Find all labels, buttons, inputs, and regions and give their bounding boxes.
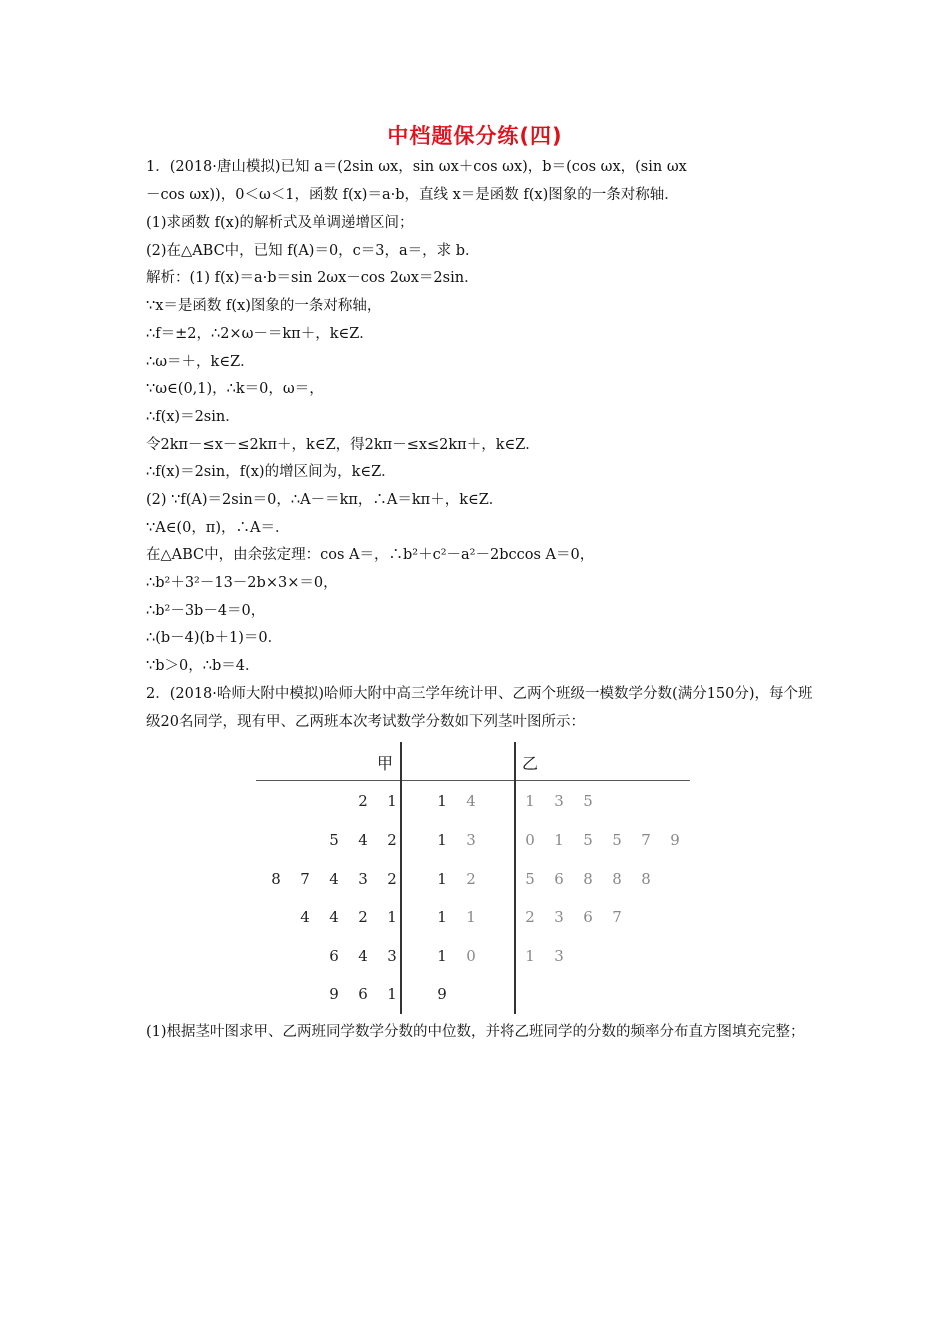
stem-digit: 2 xyxy=(466,870,476,888)
right-leaf: 5 xyxy=(583,792,593,810)
stem-digit: 1 xyxy=(437,947,447,965)
right-leaf: 8 xyxy=(641,870,651,888)
left-leaf: 6 xyxy=(358,985,368,1003)
left-leaf: 2 xyxy=(358,792,368,810)
right-leaf: 7 xyxy=(641,831,651,849)
right-leaf: 3 xyxy=(554,908,564,926)
right-leaf: 8 xyxy=(583,870,593,888)
problem-1-line: ∴f(x)＝2sin，f(x)的增区间为，k∈Z． xyxy=(146,464,396,480)
right-leaf: 5 xyxy=(525,870,535,888)
problem-1-line: 令2kπ－≤x－≤2kπ＋，k∈Z，得2kπ－≤x≤2kπ＋，k∈Z． xyxy=(146,437,540,453)
problem-1-line: －cos ωx))，0＜ω＜1，函数 f(x)＝a·b，直线 x＝是函数 f(x)图象的一条对称轴． xyxy=(146,187,679,203)
header-divider xyxy=(256,780,690,781)
right-leaf: 6 xyxy=(554,870,564,888)
problem-1-line: ∴(b－4)(b＋1)＝0． xyxy=(146,630,283,646)
left-leaf: 2 xyxy=(387,831,397,849)
stem-digit: 1 xyxy=(437,908,447,926)
left-leaf: 2 xyxy=(387,870,397,888)
left-leaf: 2 xyxy=(358,908,368,926)
right-leaf: 1 xyxy=(525,947,535,965)
problem-1-line: (1)求函数 f(x)的解析式及单调递增区间； xyxy=(146,215,414,231)
stem-leaf-plot xyxy=(256,742,690,1014)
problem-1-line: 1．(2018·唐山模拟)已知 a＝(2sin ωx，sin ωx＋cos ωx)，b＝(cos ωx，(sin ωx xyxy=(146,159,687,175)
left-leaf: 4 xyxy=(329,908,339,926)
problem-1-line: ∵ω∈(0,1)，∴k＝0，ω＝， xyxy=(146,381,324,397)
problem-1-line: ∴ω＝＋，k∈Z． xyxy=(146,354,255,370)
left-leaf: 3 xyxy=(387,947,397,965)
right-divider xyxy=(514,742,516,1014)
left-leaf: 1 xyxy=(387,908,397,926)
left-leaf: 8 xyxy=(271,870,281,888)
problem-2-intro: 2．(2018·哈师大附中模拟)哈师大附中高三学年统计甲、乙两个班级一模数学分数(满分150分)，每个班级20名同学，现有甲、乙两班本次考试数学分数如下列茎叶图所示： xyxy=(146,686,813,730)
left-leaf: 7 xyxy=(300,870,310,888)
left-leaf: 4 xyxy=(300,908,310,926)
problem-1-line: (2) ∵f(A)＝2sin＝0，∴A－＝kπ，∴A＝kπ＋，k∈Z． xyxy=(146,492,504,508)
stem-digit: 3 xyxy=(466,831,476,849)
problem-1-line: 在△ABC中，由余弦定理：cos A＝，∴b²＋c²－a²－2bccos A＝0， xyxy=(146,547,595,563)
problem-1-line: ∴f＝±2，∴2×ω－＝kπ＋，k∈Z． xyxy=(146,326,374,342)
right-leaf: 5 xyxy=(583,831,593,849)
problem-1-line: ∵x＝是函数 f(x)图象的一条对称轴， xyxy=(146,298,382,314)
problem-1-line: 解析：(1) f(x)＝a·b＝sin 2ωx－cos 2ωx＝2sin． xyxy=(146,270,479,286)
right-leaf: 3 xyxy=(554,947,564,965)
left-leaf: 4 xyxy=(329,870,339,888)
problem-1-line: (2)在△ABC中，已知 f(A)＝0，c＝3，a＝，求 b． xyxy=(146,243,480,259)
problem-2-question-1: (1)根据茎叶图求甲、乙两班同学数学分数的中位数，并将乙班同学的分数的频率分布直方图填充完整； xyxy=(146,1024,805,1040)
left-leaf: 3 xyxy=(358,870,368,888)
problem-1-line: ∴f(x)＝2sin． xyxy=(146,409,240,425)
stem-digit: 4 xyxy=(466,792,476,810)
left-header-jia: 甲 xyxy=(377,754,394,773)
page-title: 中档题保分练(四) xyxy=(387,124,563,148)
right-leaf: 8 xyxy=(612,870,622,888)
right-leaf: 1 xyxy=(525,792,535,810)
right-leaf: 7 xyxy=(612,908,622,926)
right-leaf: 6 xyxy=(583,908,593,926)
stem-digit: 1 xyxy=(466,908,476,926)
left-leaf: 1 xyxy=(387,985,397,1003)
left-leaf: 6 xyxy=(329,947,339,965)
problem-1-line: ∴b²＋3²－13－2b×3×＝0， xyxy=(146,575,338,591)
stem-digit: 1 xyxy=(437,831,447,849)
left-leaf: 5 xyxy=(329,831,339,849)
right-header-yi: 乙 xyxy=(522,754,539,773)
left-leaf: 9 xyxy=(329,985,339,1003)
right-leaf: 1 xyxy=(554,831,564,849)
problem-1-line: ∴b²－3b－4＝0， xyxy=(146,603,266,619)
left-leaf: 4 xyxy=(358,947,368,965)
right-leaf: 5 xyxy=(612,831,622,849)
right-leaf: 3 xyxy=(554,792,564,810)
stem-digit: 1 xyxy=(437,870,447,888)
left-leaf: 1 xyxy=(387,792,397,810)
stem-digit: 9 xyxy=(437,985,447,1003)
stem-digit: 0 xyxy=(466,947,476,965)
left-leaf: 4 xyxy=(358,831,368,849)
problem-1-line: ∵A∈(0，π)，∴A＝． xyxy=(146,520,290,536)
right-leaf: 2 xyxy=(525,908,535,926)
right-leaf: 0 xyxy=(525,831,535,849)
stem-digit: 1 xyxy=(437,792,447,810)
problem-1-line: ∵b＞0，∴b＝4． xyxy=(146,658,260,674)
right-leaf: 9 xyxy=(670,831,680,849)
